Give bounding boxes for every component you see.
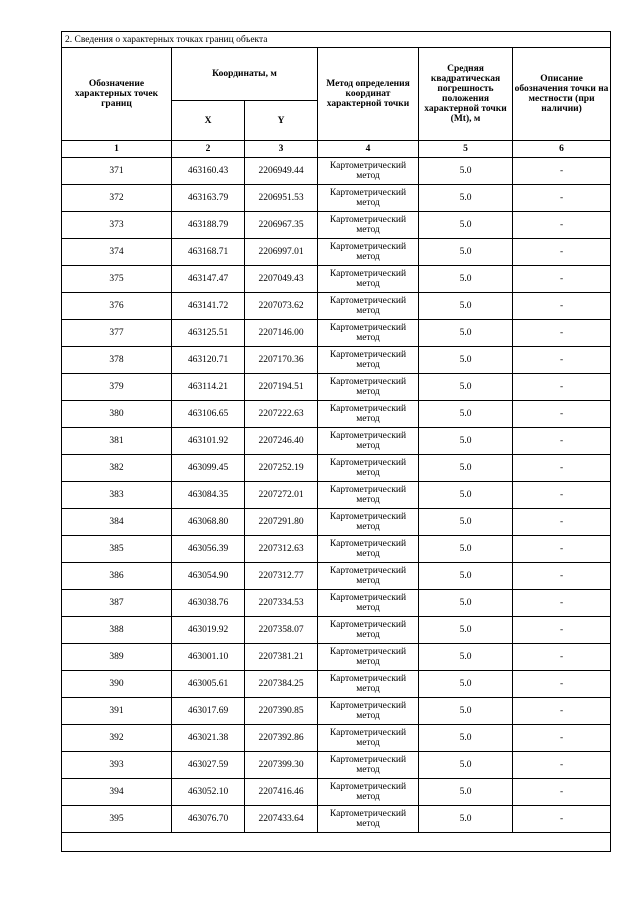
cell-error: 5.0 xyxy=(419,509,513,536)
cell-method: Картометрический метод xyxy=(318,698,419,725)
cell-method: Картометрический метод xyxy=(318,158,419,185)
cell-method: Картометрический метод xyxy=(318,563,419,590)
cell-description: - xyxy=(513,590,611,617)
section-title: 2. Сведения о характерных точках границ объекта xyxy=(62,32,611,48)
cell-y-coordinate: 2207384.25 xyxy=(245,671,318,698)
cell-description: - xyxy=(513,671,611,698)
cell-method: Картометрический метод xyxy=(318,320,419,347)
cell-method: Картометрический метод xyxy=(318,212,419,239)
table-row xyxy=(62,347,611,374)
cell-method: Картометрический метод xyxy=(318,644,419,671)
cell-y-coordinate: 2207073.62 xyxy=(245,293,318,320)
cell-y-coordinate: 2207222.63 xyxy=(245,401,318,428)
cell-description: - xyxy=(513,428,611,455)
cell-x-coordinate: 463068.80 xyxy=(172,509,245,536)
cell-point-number: 377 xyxy=(62,320,172,347)
cell-y-coordinate: 2207146.00 xyxy=(245,320,318,347)
header-description: Описание обозначения точки на местности (при наличии) xyxy=(513,48,611,141)
cell-point-number: 387 xyxy=(62,590,172,617)
header-method: Метод определения координат характерной точки xyxy=(318,48,419,141)
table-row xyxy=(62,320,611,347)
column-number: 4 xyxy=(318,141,419,158)
cell-x-coordinate: 463054.90 xyxy=(172,563,245,590)
cell-error: 5.0 xyxy=(419,455,513,482)
cell-y-coordinate: 2207194.51 xyxy=(245,374,318,401)
cell-x-coordinate: 463160.43 xyxy=(172,158,245,185)
cell-method: Картометрический метод xyxy=(318,725,419,752)
table-row xyxy=(62,563,611,590)
cell-description: - xyxy=(513,239,611,266)
cell-error: 5.0 xyxy=(419,644,513,671)
cell-method: Картометрический метод xyxy=(318,293,419,320)
cell-error: 5.0 xyxy=(419,239,513,266)
cell-x-coordinate: 463106.65 xyxy=(172,401,245,428)
cell-error: 5.0 xyxy=(419,266,513,293)
cell-method: Картометрический метод xyxy=(318,590,419,617)
cell-description: - xyxy=(513,293,611,320)
cell-y-coordinate: 2206949.44 xyxy=(245,158,318,185)
cell-x-coordinate: 463125.51 xyxy=(172,320,245,347)
cell-point-number: 371 xyxy=(62,158,172,185)
cell-y-coordinate: 2207312.63 xyxy=(245,536,318,563)
cell-description: - xyxy=(513,185,611,212)
cell-x-coordinate: 463001.10 xyxy=(172,644,245,671)
cell-point-number: 384 xyxy=(62,509,172,536)
cell-y-coordinate: 2207312.77 xyxy=(245,563,318,590)
cell-error: 5.0 xyxy=(419,779,513,806)
cell-y-coordinate: 2207334.53 xyxy=(245,590,318,617)
table-row xyxy=(62,509,611,536)
cell-method: Картометрический метод xyxy=(318,455,419,482)
cell-point-number: 391 xyxy=(62,698,172,725)
cell-point-number: 388 xyxy=(62,617,172,644)
cell-y-coordinate: 2207170.36 xyxy=(245,347,318,374)
table-row xyxy=(62,644,611,671)
table-row xyxy=(62,698,611,725)
cell-description: - xyxy=(513,347,611,374)
cell-x-coordinate: 463101.92 xyxy=(172,428,245,455)
cell-point-number: 385 xyxy=(62,536,172,563)
table-row xyxy=(62,185,611,212)
cell-error: 5.0 xyxy=(419,752,513,779)
cell-error: 5.0 xyxy=(419,806,513,833)
cell-x-coordinate: 463120.71 xyxy=(172,347,245,374)
cell-error: 5.0 xyxy=(419,185,513,212)
cell-point-number: 376 xyxy=(62,293,172,320)
cell-method: Картометрический метод xyxy=(318,239,419,266)
cell-point-number: 389 xyxy=(62,644,172,671)
table-row xyxy=(62,590,611,617)
cell-method: Картометрический метод xyxy=(318,347,419,374)
table-row xyxy=(62,266,611,293)
header-y: Y xyxy=(245,101,318,141)
cell-y-coordinate: 2207399.30 xyxy=(245,752,318,779)
cell-y-coordinate: 2207381.21 xyxy=(245,644,318,671)
cell-description: - xyxy=(513,455,611,482)
column-number: 3 xyxy=(245,141,318,158)
cell-error: 5.0 xyxy=(419,590,513,617)
table-row xyxy=(62,752,611,779)
cell-x-coordinate: 463084.35 xyxy=(172,482,245,509)
boundary-points-table xyxy=(61,31,611,852)
cell-point-number: 379 xyxy=(62,374,172,401)
cell-y-coordinate: 2207416.46 xyxy=(245,779,318,806)
cell-error: 5.0 xyxy=(419,563,513,590)
cell-x-coordinate: 463168.71 xyxy=(172,239,245,266)
column-number: 5 xyxy=(419,141,513,158)
table-row xyxy=(62,779,611,806)
cell-method: Картометрический метод xyxy=(318,401,419,428)
cell-y-coordinate: 2207291.80 xyxy=(245,509,318,536)
cell-method: Картометрический метод xyxy=(318,509,419,536)
table-row xyxy=(62,428,611,455)
cell-method: Картометрический метод xyxy=(318,536,419,563)
column-number: 6 xyxy=(513,141,611,158)
cell-description: - xyxy=(513,158,611,185)
cell-x-coordinate: 463147.47 xyxy=(172,266,245,293)
cell-point-number: 386 xyxy=(62,563,172,590)
cell-description: - xyxy=(513,266,611,293)
cell-point-number: 382 xyxy=(62,455,172,482)
cell-description: - xyxy=(513,401,611,428)
cell-x-coordinate: 463188.79 xyxy=(172,212,245,239)
cell-method: Картометрический метод xyxy=(318,779,419,806)
cell-error: 5.0 xyxy=(419,212,513,239)
cell-description: - xyxy=(513,212,611,239)
cell-method: Картометрический метод xyxy=(318,671,419,698)
table-row xyxy=(62,455,611,482)
table-row xyxy=(62,293,611,320)
table-row xyxy=(62,536,611,563)
document-sheet xyxy=(61,31,610,852)
cell-x-coordinate: 463038.76 xyxy=(172,590,245,617)
table-row xyxy=(62,239,611,266)
column-number: 2 xyxy=(172,141,245,158)
cell-description: - xyxy=(513,374,611,401)
header-coordinates: Координаты, м xyxy=(172,48,318,101)
cell-point-number: 392 xyxy=(62,725,172,752)
cell-x-coordinate: 463027.59 xyxy=(172,752,245,779)
cell-point-number: 372 xyxy=(62,185,172,212)
cell-error: 5.0 xyxy=(419,671,513,698)
cell-error: 5.0 xyxy=(419,725,513,752)
empty-footer-row xyxy=(62,833,611,852)
cell-y-coordinate: 2207246.40 xyxy=(245,428,318,455)
cell-error: 5.0 xyxy=(419,158,513,185)
cell-description: - xyxy=(513,644,611,671)
cell-y-coordinate: 2206967.35 xyxy=(245,212,318,239)
cell-error: 5.0 xyxy=(419,293,513,320)
table-row xyxy=(62,617,611,644)
cell-method: Картометрический метод xyxy=(318,185,419,212)
cell-description: - xyxy=(513,806,611,833)
cell-point-number: 373 xyxy=(62,212,172,239)
cell-method: Картометрический метод xyxy=(318,374,419,401)
cell-point-number: 390 xyxy=(62,671,172,698)
cell-y-coordinate: 2207392.86 xyxy=(245,725,318,752)
table-row xyxy=(62,401,611,428)
cell-description: - xyxy=(513,482,611,509)
cell-point-number: 383 xyxy=(62,482,172,509)
cell-y-coordinate: 2206951.53 xyxy=(245,185,318,212)
cell-x-coordinate: 463056.39 xyxy=(172,536,245,563)
table-row xyxy=(62,374,611,401)
table-row xyxy=(62,671,611,698)
cell-x-coordinate: 463076.70 xyxy=(172,806,245,833)
cell-method: Картометрический метод xyxy=(318,482,419,509)
cell-y-coordinate: 2207358.07 xyxy=(245,617,318,644)
cell-method: Картометрический метод xyxy=(318,806,419,833)
header-error: Средняя квадратическая погрешность положения характерной точки (Mt), м xyxy=(419,48,513,141)
cell-method: Картометрический метод xyxy=(318,428,419,455)
cell-description: - xyxy=(513,725,611,752)
cell-x-coordinate: 463021.38 xyxy=(172,725,245,752)
cell-description: - xyxy=(513,698,611,725)
cell-x-coordinate: 463141.72 xyxy=(172,293,245,320)
cell-method: Картометрический метод xyxy=(318,266,419,293)
cell-x-coordinate: 463163.79 xyxy=(172,185,245,212)
cell-description: - xyxy=(513,617,611,644)
cell-y-coordinate: 2207049.43 xyxy=(245,266,318,293)
cell-x-coordinate: 463017.69 xyxy=(172,698,245,725)
cell-error: 5.0 xyxy=(419,347,513,374)
cell-description: - xyxy=(513,320,611,347)
header-x: X xyxy=(172,101,245,141)
cell-x-coordinate: 463099.45 xyxy=(172,455,245,482)
cell-error: 5.0 xyxy=(419,401,513,428)
cell-y-coordinate: 2207252.19 xyxy=(245,455,318,482)
cell-point-number: 378 xyxy=(62,347,172,374)
cell-point-number: 375 xyxy=(62,266,172,293)
table-body xyxy=(62,158,611,833)
cell-point-number: 395 xyxy=(62,806,172,833)
table-row xyxy=(62,806,611,833)
table-row xyxy=(62,158,611,185)
cell-description: - xyxy=(513,563,611,590)
cell-point-number: 374 xyxy=(62,239,172,266)
table-row xyxy=(62,212,611,239)
table-row xyxy=(62,482,611,509)
cell-y-coordinate: 2207433.64 xyxy=(245,806,318,833)
cell-description: - xyxy=(513,509,611,536)
empty-cell xyxy=(62,833,611,852)
cell-point-number: 381 xyxy=(62,428,172,455)
cell-error: 5.0 xyxy=(419,698,513,725)
cell-error: 5.0 xyxy=(419,428,513,455)
cell-point-number: 394 xyxy=(62,779,172,806)
table-row xyxy=(62,725,611,752)
cell-x-coordinate: 463052.10 xyxy=(172,779,245,806)
cell-x-coordinate: 463005.61 xyxy=(172,671,245,698)
column-number: 1 xyxy=(62,141,172,158)
cell-y-coordinate: 2206997.01 xyxy=(245,239,318,266)
cell-error: 5.0 xyxy=(419,374,513,401)
cell-error: 5.0 xyxy=(419,320,513,347)
cell-method: Картометрический метод xyxy=(318,617,419,644)
cell-point-number: 380 xyxy=(62,401,172,428)
cell-description: - xyxy=(513,752,611,779)
cell-y-coordinate: 2207390.85 xyxy=(245,698,318,725)
cell-x-coordinate: 463019.92 xyxy=(172,617,245,644)
cell-description: - xyxy=(513,779,611,806)
cell-x-coordinate: 463114.21 xyxy=(172,374,245,401)
header-designation: Обозначение характерных точек границ xyxy=(62,48,172,141)
cell-y-coordinate: 2207272.01 xyxy=(245,482,318,509)
cell-error: 5.0 xyxy=(419,617,513,644)
cell-error: 5.0 xyxy=(419,482,513,509)
cell-point-number: 393 xyxy=(62,752,172,779)
cell-method: Картометрический метод xyxy=(318,752,419,779)
cell-description: - xyxy=(513,536,611,563)
cell-error: 5.0 xyxy=(419,536,513,563)
